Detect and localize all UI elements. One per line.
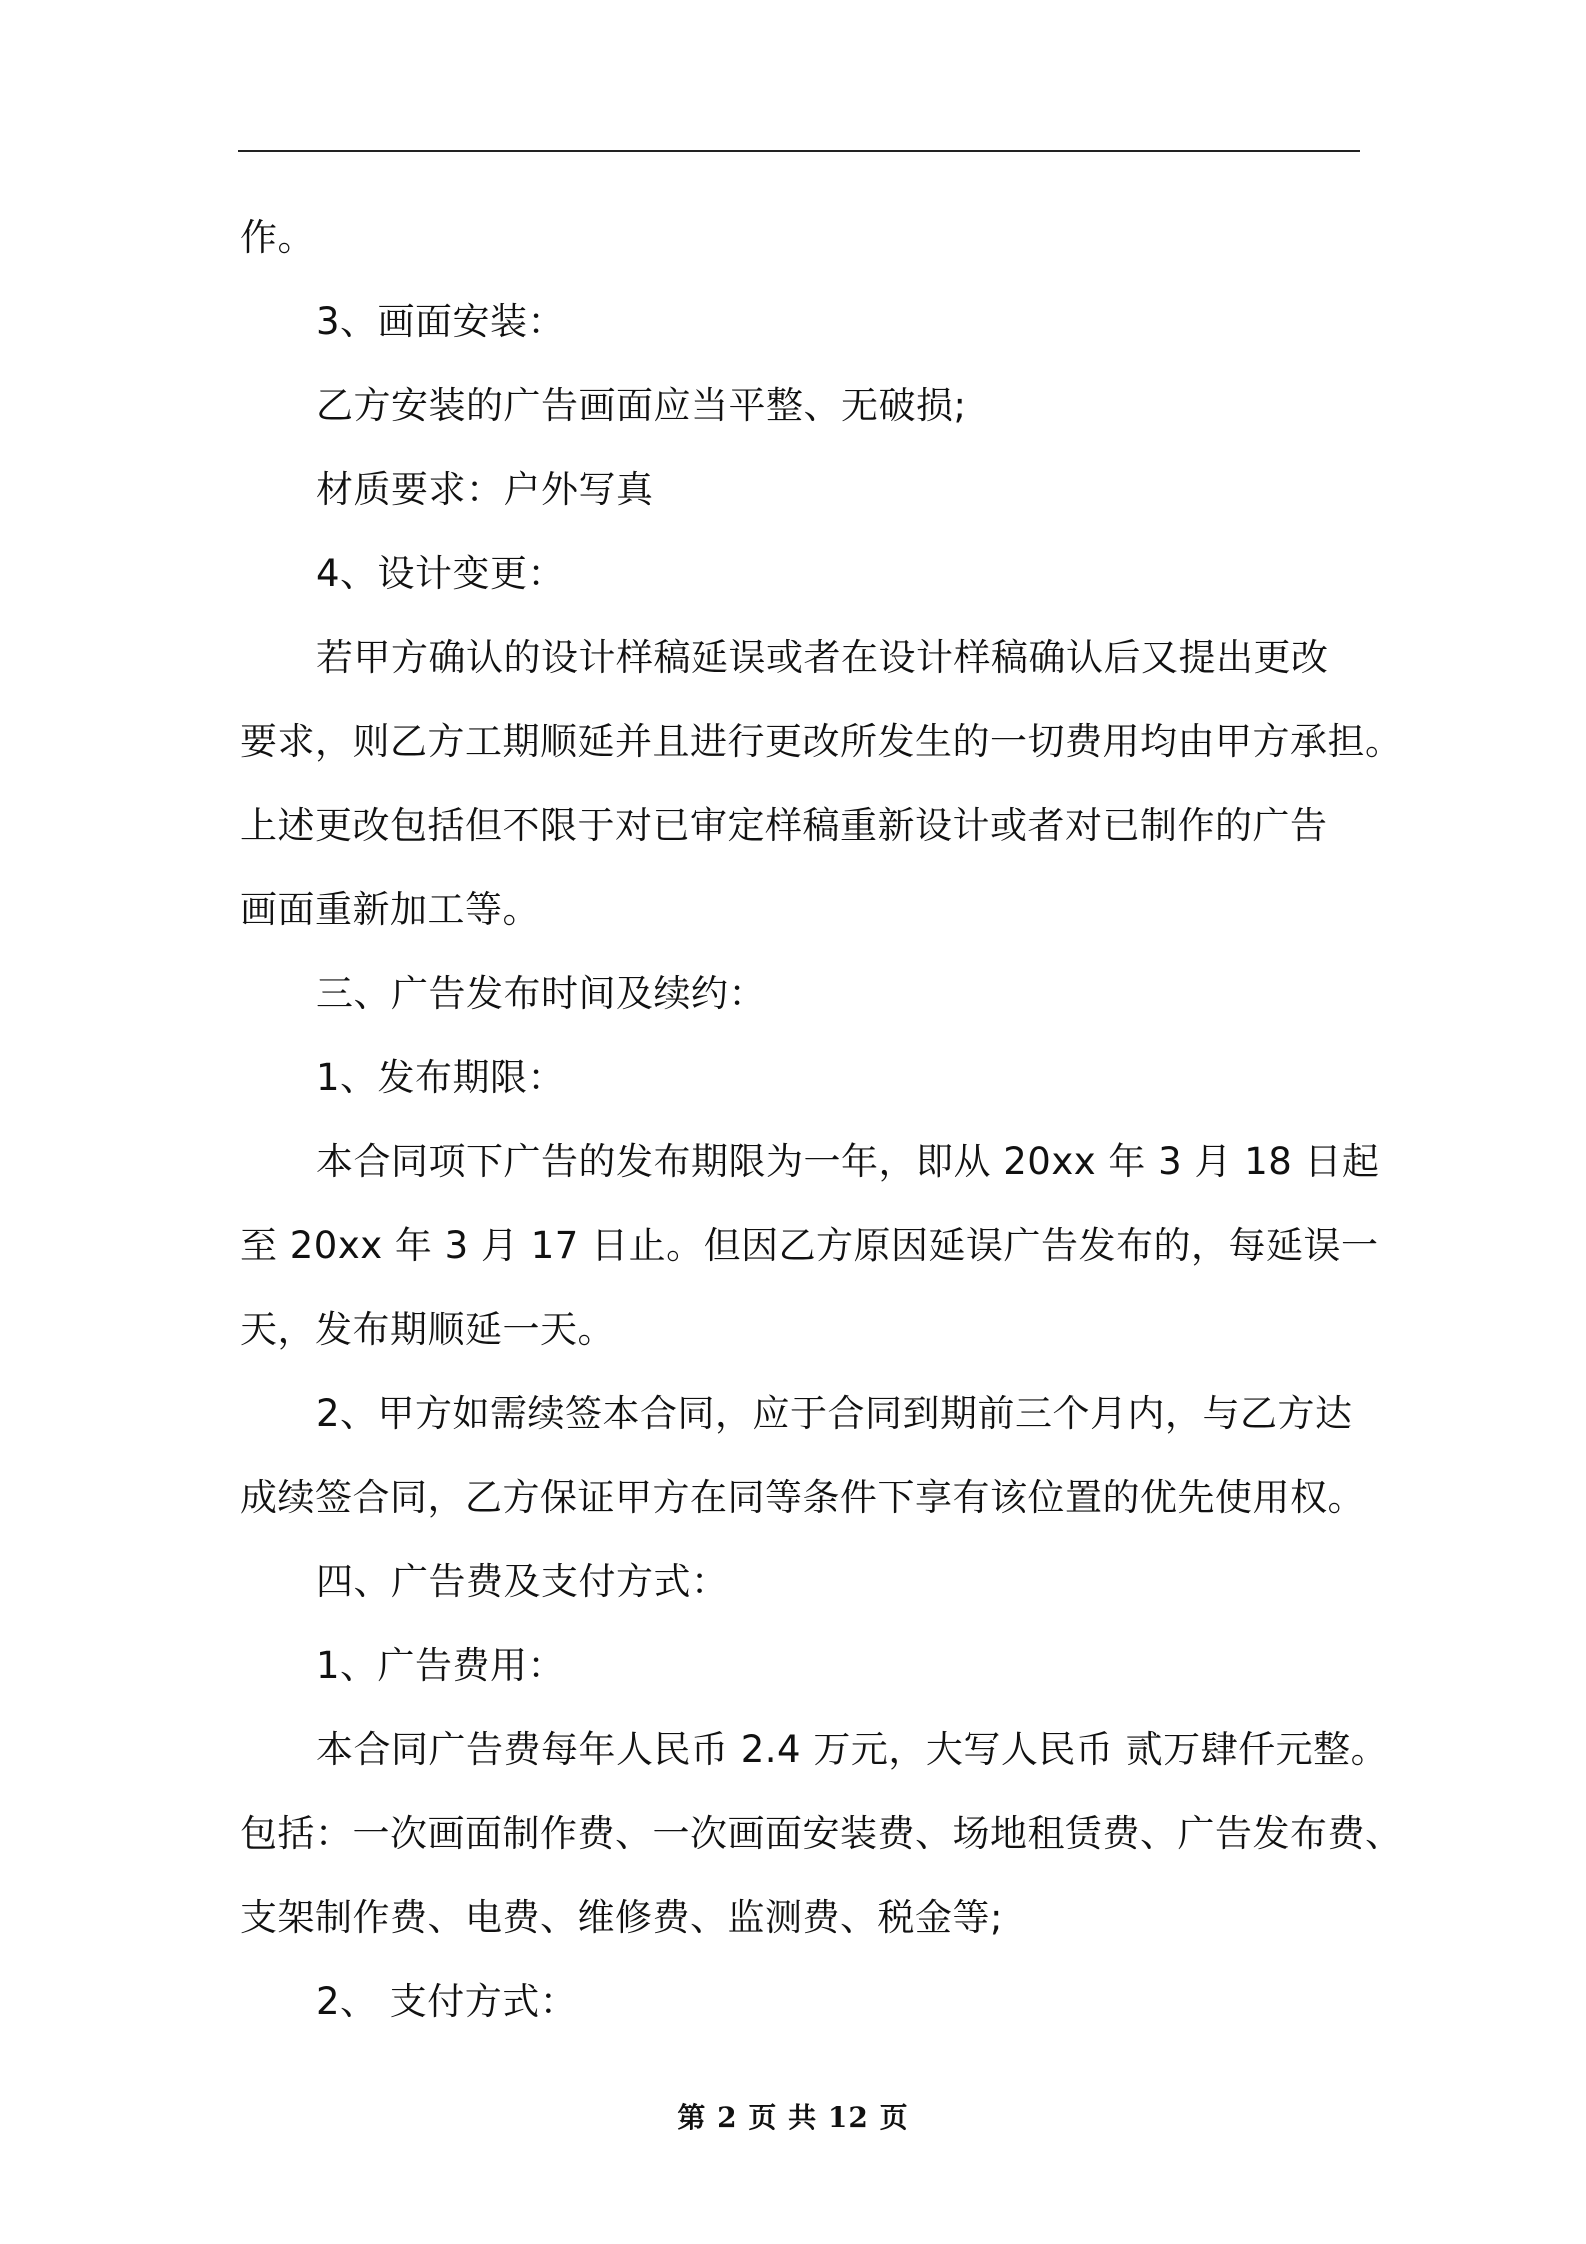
document-body xyxy=(240,196,1403,2044)
body-line: 1、广告费用： xyxy=(316,1644,566,1687)
body-line: 要求，则乙方工期顺延并且进行更改所发生的一切费用均由甲方承担。 xyxy=(240,720,1403,763)
body-line: 包括：一次画面制作费、一次画面安装费、场地租赁费、广告发布费、 xyxy=(240,1812,1403,1855)
body-line: 画面重新加工等。 xyxy=(240,888,540,931)
body-line: 支架制作费、电费、维修费、监测费、税金等; xyxy=(240,1896,1003,1939)
body-line: 4、设计变更： xyxy=(316,552,566,595)
body-line: 四、广告费及支付方式： xyxy=(316,1560,729,1603)
body-line: 2、 支付方式： xyxy=(316,1980,578,2023)
body-line: 1、发布期限： xyxy=(316,1056,566,1099)
body-line: 材质要求：户外写真 xyxy=(316,468,654,511)
body-line: 上述更改包括但不限于对已审定样稿重新设计或者对已制作的广告 xyxy=(240,804,1328,847)
body-line: 乙方安装的广告画面应当平整、无破损; xyxy=(316,384,967,427)
body-line: 三、广告发布时间及续约： xyxy=(316,972,766,1015)
body-line: 2、甲方如需续签本合同，应于合同到期前三个月内，与乙方达 xyxy=(316,1392,1353,1435)
header-divider xyxy=(238,150,1360,152)
body-line: 若甲方确认的设计样稿延误或者在设计样稿确认后又提出更改 xyxy=(316,636,1329,679)
body-line: 作。 xyxy=(240,216,315,259)
body-line: 本合同项下广告的发布期限为一年，即从 20xx 年 3 月 18 日起 xyxy=(316,1140,1380,1183)
body-line: 3、画面安装： xyxy=(316,300,566,343)
body-line: 至 20xx 年 3 月 17 日止。但因乙方原因延误广告发布的，每延误一 xyxy=(240,1224,1379,1267)
body-line: 天，发布期顺延一天。 xyxy=(240,1308,615,1351)
body-line: 成续签合同，乙方保证甲方在同等条件下享有该位置的优先使用权。 xyxy=(240,1476,1365,1519)
body-line: 本合同广告费每年人民币 2.4 万元，大写人民币 贰万肆仟元整。 xyxy=(316,1728,1389,1771)
page-number: 第 2 页 共 12 页 xyxy=(677,2101,909,2134)
